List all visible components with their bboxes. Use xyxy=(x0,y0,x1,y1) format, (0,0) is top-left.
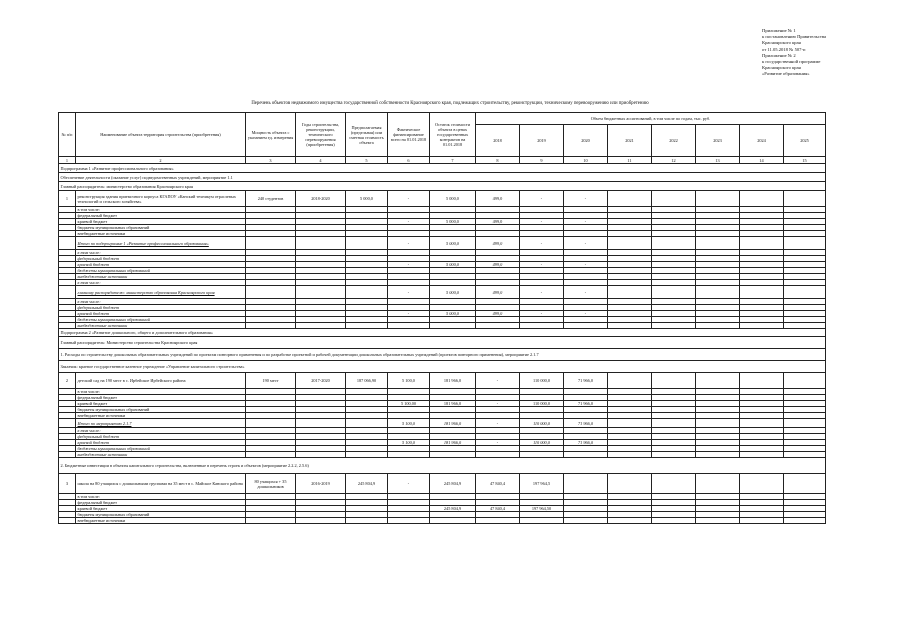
total-actual: - xyxy=(388,237,430,250)
regional-label: краевой бюджет xyxy=(76,311,246,317)
object-capacity: 240 студентов xyxy=(246,191,296,207)
col-estimated-header: Предполагаемая (предельная) или сметная стоимость объекта xyxy=(346,113,388,157)
regional-2019: 110 000,0 xyxy=(520,440,564,446)
col-number: 10 xyxy=(564,157,608,164)
regional-label: краевой бюджет xyxy=(76,219,246,225)
regional-2018: 499,0 xyxy=(476,219,520,225)
table-row xyxy=(59,474,826,494)
col-name-header: Наименование объекта территория строительства (приобретения) xyxy=(76,113,246,157)
regional-2019: 197 964,50 xyxy=(520,506,564,512)
budget-2019: - xyxy=(520,191,564,207)
manager-remaining: 5 000,0 xyxy=(430,286,476,299)
row-num: 1 xyxy=(59,191,76,207)
federal-label: федеральный бюджет xyxy=(76,305,246,311)
col-year-header: 2025 xyxy=(784,125,826,157)
col-number: 1 xyxy=(59,157,76,164)
row-num: 2 xyxy=(59,373,76,389)
object-estimated: 245 804,9 xyxy=(346,474,388,494)
total-217: Итого по мероприятию 2.1.7 xyxy=(76,419,246,428)
appendix-note xyxy=(762,28,897,78)
incl-label: в том числе: xyxy=(76,250,246,256)
regional-label: краевой бюджет xyxy=(76,401,246,407)
table-row xyxy=(59,191,826,207)
municipal-label: бюджеты муниципальных образований xyxy=(76,407,246,413)
manager-2018: 499,0 xyxy=(476,286,520,299)
object-actual: 5 100,0 xyxy=(388,373,430,389)
subprogram-2-customer: Заказчик: краевое государственное казенное учреждение «Управление капитального строительства» xyxy=(59,361,826,373)
regional-remaining: 5 000,0 xyxy=(430,219,476,225)
federal-label: федеральный бюджет xyxy=(76,256,246,262)
col-remaining-header: Остаток стоимости объекта в ценах государственных контрактов на 01.01.2018 xyxy=(430,113,476,157)
object-name: реконструкция здания приемочного корпуса КГАПОУ «Канский техникум отраслевых технологий и сельского хозяйства» xyxy=(76,191,246,207)
appendix-line: «Развитие образования» xyxy=(762,71,810,77)
col-year-header: 2018 xyxy=(476,125,520,157)
col-year-header: 2021 xyxy=(608,125,652,157)
col-number: 14 xyxy=(740,157,784,164)
col-budget-group-header: Объем бюджетных ассигнований, в том числе по годам, тыс. руб. xyxy=(476,113,826,125)
appendix-line: Красноярского края xyxy=(762,40,801,46)
regional-2018: 499,0 xyxy=(476,262,520,268)
object-estimated: 5 000,0 xyxy=(346,191,388,207)
object-years: 2016-2019 xyxy=(296,474,346,494)
municipal-label: бюджеты муниципальных образований xyxy=(76,225,246,231)
regional-remaining: 245 804,9 xyxy=(430,506,476,512)
regional-remaining: 5 000,0 xyxy=(430,311,476,317)
total-217-2020: 71 966,0 xyxy=(564,419,608,428)
col-number: 13 xyxy=(696,157,740,164)
object-remaining: 245 804,9 xyxy=(430,474,476,494)
total-2019: - xyxy=(520,237,564,250)
subprogram-1-title: Подпрограмма 1 «Развитие профессионального образования» xyxy=(59,164,826,173)
incl-label: в том числе: xyxy=(76,280,246,286)
regional-remaining: 181 966,0 xyxy=(430,401,476,407)
budget-2020: 71 966,0 xyxy=(564,373,608,389)
budget-2020: - xyxy=(564,191,608,207)
col-year-header: 2019 xyxy=(520,125,564,157)
regional-2018: 499,0 xyxy=(476,311,520,317)
municipal-label: бюджеты муниципальных образований xyxy=(76,446,246,452)
extrabudget-label: внебюджетные источники xyxy=(76,452,246,458)
object-actual: - xyxy=(388,191,430,207)
total-217-remaining: 181 966,0 xyxy=(430,419,476,428)
appendix-line: к постановлению Правительства xyxy=(762,34,826,40)
document-title: Перечень объектов недвижимого имущества государственной собственности Красноярского края, подлежащих строительству, реконструкции, техническому перевооружению или приобретению xyxy=(251,101,649,106)
regional-remaining: 181 966,0 xyxy=(430,440,476,446)
federal-label: федеральный бюджет xyxy=(76,395,246,401)
object-estimated: 187 066,90 xyxy=(346,373,388,389)
appendix-line: Приложение № 1 xyxy=(762,28,796,33)
col-number: 6 xyxy=(388,157,430,164)
appendix-line: Красноярского края xyxy=(762,65,801,71)
col-number: 2 xyxy=(76,157,246,164)
manager-total: главному распорядителю: министерство образования Красноярского края xyxy=(76,286,246,299)
object-remaining: 181 966,0 xyxy=(430,373,476,389)
col-number: 8 xyxy=(476,157,520,164)
subprogram-2-manager: Главный распорядитель: Министерство строительства Красноярского края xyxy=(59,337,826,349)
federal-label: федеральный бюджет xyxy=(76,500,246,506)
budget-2018: 47 840,4 xyxy=(476,474,520,494)
object-capacity: 80 учащихся + 35 дошкольников xyxy=(246,474,296,494)
appendix-line: к государственной программе xyxy=(762,59,821,65)
regional-2019: 110 000,0 xyxy=(520,401,564,407)
regional-2020: 71 966,0 xyxy=(564,401,608,407)
col-number: 12 xyxy=(652,157,696,164)
subprogram-1-task: Обеспечение деятельности (оказание услуг) подведомственных учреждений, мероприятие 1.1 xyxy=(59,173,826,182)
municipal-label: бюджеты муниципальных образований xyxy=(76,268,246,274)
budget-2019: 197 964,5 xyxy=(520,474,564,494)
regional-2018: 47 840,4 xyxy=(476,506,520,512)
total-remaining: 5 000,0 xyxy=(430,237,476,250)
incl-label: в том числе: xyxy=(76,494,246,500)
col-year-header: 2020 xyxy=(564,125,608,157)
municipal-label: бюджеты муниципальных образований xyxy=(76,512,246,518)
federal-label: федеральный бюджет xyxy=(76,434,246,440)
extrabudget-label: внебюджетные источники xyxy=(76,231,246,237)
regional-label: краевой бюджет xyxy=(76,262,246,268)
incl-label: в том числе: xyxy=(76,389,246,395)
col-number: 15 xyxy=(784,157,826,164)
extrabudget-label: внебюджетные источники xyxy=(76,274,246,280)
regional-label: краевой бюджет xyxy=(76,506,246,512)
incl-label: в том числе: xyxy=(76,207,246,213)
budget-2019: 110 000,0 xyxy=(520,373,564,389)
object-capacity: 190 мест xyxy=(246,373,296,389)
total-2018: 499,0 xyxy=(476,237,520,250)
extrabudget-label: внебюджетные источники xyxy=(76,413,246,419)
objects-table: № п/п Наименование объекта территория строительства (приобретения) Мощность объекта с указанием ед. измерения Годы строительства, реконструкции, технического перевооружения (приобретения) Предполагаемая (предельная) или сметная стоимость объекта Фактическое финансирование всего на 01.01.2018 Остаток стоимости объекта в ценах государственных контрактов на 01.01.2018 Объем бюджетных ассигнований, в том числе по годам, тыс. руб. 2018 2019 2020 2021 2022 2023 2024 2025 1 2 3 4 5 6 7 8 9 10 11 12 13 14 15 Подпрограмма 1 «Развитие профессионального образования» Обеспечение деятельности (оказание услуг) подведомственных учреждений, мероприятие 1.1 Главный распорядитель: министерство образования Красноярского края 1 реконструкция здания приемочного корпуса КГАПОУ «Канский техникум отраслевых технологий и сельского хозяйства» 240 студентов 2018-2020 5 000,0 - 5 000,0 499,0 - - в том числе: федеральный бюджет краевой бюджет - 5 000,0 499,0 - - бюджеты муниципальных образований внебюджетные источники Итого по подпрограмме 1 «Развитие профессионального образования» - 5 000,0 499,0 - - в том числе: федеральный бюджет краевой бюджет - 5 000,0 499,0 - - бюджеты муниципальных образований внебюджетные источники в том числе: главному распорядителю: министерство образования Красноярского края - 5 000,0 499,0 - - в том числе: федеральный бюджет краевой бюджет - 5 000,0 499,0 - - бюджеты муниципальных образований внебюджетные источники Подпрограмма 2 «Развитие дошкольного, общего и дополнительного образования» Главный распорядитель: Министерство строительства Красноярского края 1. Расходы по строительству дошкольных образовательных учреждений по проектам повторного применения и по разработке проектной и рабочей документации дошкольных образовательных учреждений (проектов повторного применения), мероприятие 2.1.7 Заказчик: краевое государственное казенное учреждение «Управление капитального строительства» 2 детский сад на 190 мест в с. Ирбейское Ирбейского района 190 мест 2017-2020 187 066,90 5 100,0 181 966,0 - 110 000,0 71 966,0 в том числе: федеральный бюджет краевой бюджет 5 100,00 181 966,0 - 110 000,0 71 966,0 бюджеты муниципальных образований внебюджетные источники Итого по мероприятию 2.1.7 5 100,0 181 966,0 - 110 000,0 71 966,0 в том числе: федеральный бюджет краевой бюджет 5 100,0 181 966,0 - 110 000,0 71 966,0 бюджеты муниципальных образований внебюджетные источники 2. Бюджетные инвестиции в объекты капитального строительства, включенные в перечень строек и объектов (мероприятие 2.2.2, 2.5.6) 3 школа на 80 учащихся с дошкольными группами на 35 мест в с. Майское Канского района 80 учащихся + 35 дошкольников 2016-2019 245 804,9 - 245 804,9 47 840,4 197 964,5 в том числе: федеральный бюджет краевой бюджет 245 804,9 47 840,4 197 964,50 бюджеты муниципальных образований внебюджетные источники xyxy=(58,112,826,524)
table-row: главному распорядителю: министерство образования Красноярского края - 5 000,0 499,0 - - xyxy=(59,286,826,299)
row-num: 3 xyxy=(59,474,76,494)
object-remaining: 5 000,0 xyxy=(430,191,476,207)
subprogram-2-task2: 2. Бюджетные инвестиции в объекты капитального строительства, включенные в перечень строек и объектов (мероприятие 2.2.2, 2.5.6) xyxy=(59,458,826,474)
appendix-line: от 11.05.2018 № 507-п xyxy=(762,46,806,52)
object-years: 2018-2020 xyxy=(296,191,346,207)
column-number-row xyxy=(59,157,826,164)
col-number: 4 xyxy=(296,157,346,164)
subprogram-1-manager: Главный распорядитель: министерство образования Красноярского края xyxy=(59,182,826,191)
object-years: 2017-2020 xyxy=(296,373,346,389)
col-number: 3 xyxy=(246,157,296,164)
table-row xyxy=(59,373,826,389)
incl-label: в том числе: xyxy=(76,299,246,305)
appendix-line: Приложение № 2 xyxy=(762,52,796,58)
regional-2020: 71 966,0 xyxy=(564,440,608,446)
col-number: 11 xyxy=(608,157,652,164)
incl-label: в том числе: xyxy=(76,428,246,434)
col-capacity-header: Мощность объекта с указанием ед. измерения xyxy=(246,113,296,157)
regional-actual: 5 100,00 xyxy=(388,401,430,407)
table-row xyxy=(59,237,826,250)
col-actual-header: Фактическое финансирование всего на 01.01.2018 xyxy=(388,113,430,157)
col-number: 9 xyxy=(520,157,564,164)
col-year-header: 2023 xyxy=(696,125,740,157)
col-number: 7 xyxy=(430,157,476,164)
regional-label: краевой бюджет xyxy=(76,440,246,446)
budget-2018: 499,0 xyxy=(476,191,520,207)
subprogram-2-title: Подпрограмма 2 «Развитие дошкольного, общего и дополнительного образования» xyxy=(59,329,826,337)
total-217-actual: 5 100,0 xyxy=(388,419,430,428)
federal-label: федеральный бюджет xyxy=(76,213,246,219)
extrabudget-label: внебюджетные источники xyxy=(76,518,246,524)
col-years-header: Годы строительства, реконструкции, технического перевооружения (приобретения) xyxy=(296,113,346,157)
budget-2018: - xyxy=(476,373,520,389)
object-actual: - xyxy=(388,474,430,494)
total-subprogram-1: Итого по подпрограмме 1 «Развитие профессионального образования» xyxy=(76,237,246,250)
col-year-header: 2024 xyxy=(740,125,784,157)
col-year-header: 2022 xyxy=(652,125,696,157)
regional-remaining: 5 000,0 xyxy=(430,262,476,268)
total-217-2019: 110 000,0 xyxy=(520,419,564,428)
municipal-label: бюджеты муниципальных образований xyxy=(76,317,246,323)
col-num-header: № п/п xyxy=(59,113,76,157)
extrabudget-label: внебюджетные источники xyxy=(76,323,246,329)
regional-actual: 5 100,0 xyxy=(388,440,430,446)
object-name: школа на 80 учащихся с дошкольными группами на 35 мест в с. Майское Канского района xyxy=(76,474,246,494)
total-2020: - xyxy=(564,237,608,250)
object-name: детский сад на 190 мест в с. Ирбейское Ирбейского района xyxy=(76,373,246,389)
subprogram-2-task: 1. Расходы по строительству дошкольных образовательных учреждений по проектам повторного применения и по разработке проектной и рабочей документации дошкольных образовательных учреждений (проектов повторного применения), мероприятие 2.1.7 xyxy=(59,349,826,361)
table-row: Итого по мероприятию 2.1.7 5 100,0 181 966,0 - 110 000,0 71 966,0 xyxy=(59,419,826,428)
col-number: 5 xyxy=(346,157,388,164)
